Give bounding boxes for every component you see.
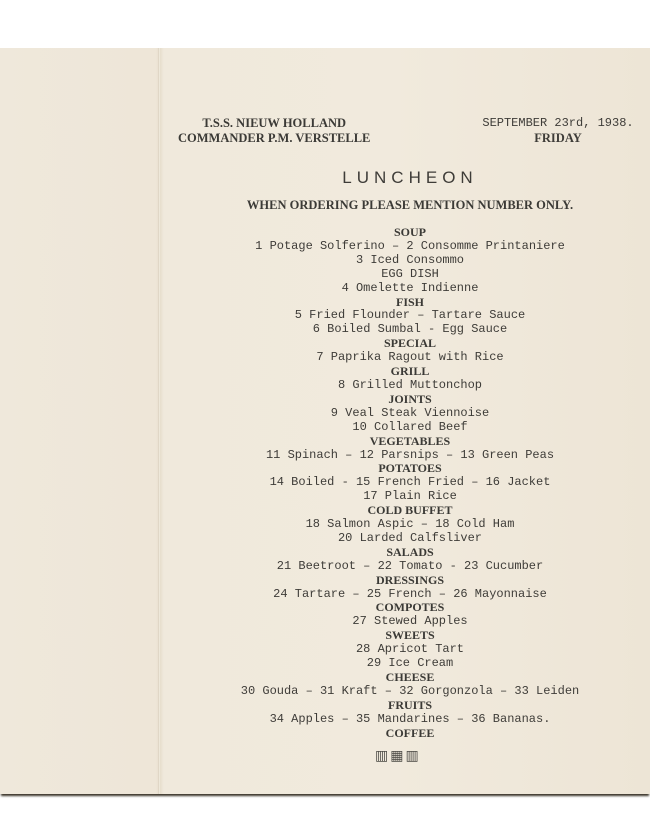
menu-category: COLD BUFFET [367, 503, 453, 518]
menu-category: VEGETABLES [369, 433, 451, 448]
ordering-instruction: WHEN ORDERING PLEASE MENTION NUMBER ONLY. [246, 198, 574, 212]
menu-item: 10 Collared Beef [352, 419, 468, 434]
menu-item: 34 Apples – 35 Mandarines – 36 Bananas. [269, 711, 551, 726]
menu-category: FISH [395, 294, 424, 309]
menu-item: 20 Larded Calfsliver [337, 530, 483, 545]
menu-item: 6 Boiled Sumbal - Egg Sauce [312, 322, 508, 337]
menu-item: 21 Beetroot – 22 Tomato - 23 Cucumber [276, 558, 544, 573]
date-header [478, 116, 638, 146]
menu-item: 4 Omelette Indienne [341, 280, 479, 295]
menu-item: 28 Apricot Tart [355, 642, 465, 657]
menu-item: 3 Iced Consommo [355, 252, 465, 267]
menu-item: 8 Grilled Muttonchop [337, 377, 483, 392]
menu-category: CHEESE [385, 670, 435, 684]
commander-name: COMMANDER P.M. VERSTELLE [178, 131, 371, 145]
printer-mark-icon: ▥▦▥ [375, 748, 421, 764]
date: SEPTEMBER 23rd, 1938. [482, 116, 634, 130]
menu-item: 24 Tartare – 25 French – 26 Mayonnaise [273, 586, 547, 601]
menu-item: 29 Ice Cream [366, 656, 454, 671]
menu-item: 1 Potage Solferino – 2 Consomme Printaniere [255, 238, 565, 253]
menu-item: 11 Spinach – 12 Parsnips – 13 Green Peas [265, 447, 555, 462]
menu-category: COMPOTES [375, 600, 445, 615]
menu-list [160, 226, 650, 741]
menu-item: 14 Boiled - 15 French Fried – 16 Jacket [269, 475, 551, 490]
ship-header [178, 116, 370, 146]
menu-item: 9 Veal Steak Viennoise [330, 405, 490, 420]
page-title: LUNCHEON [342, 168, 478, 187]
menu-item: 27 Stewed Apples [352, 614, 468, 629]
menu-category: COFFEE [385, 725, 435, 740]
menu-category: EGG DISH [381, 266, 439, 281]
menu-category: SWEETS [385, 628, 435, 643]
menu-category: POTATOES [378, 461, 442, 476]
ship-name: T.S.S. NIEUW HOLLAND [202, 116, 347, 130]
menu-item: 5 Fried Flounder – Tartare Sauce [294, 308, 526, 323]
menu-category: SALADS [386, 544, 434, 559]
menu-category: SOUP [393, 225, 426, 239]
menu-item: 18 Salmon Aspic – 18 Cold Ham [305, 517, 515, 532]
menu-item: 30 Gouda – 31 Kraft – 32 Gorgonzola – 33 Leiden [240, 683, 580, 698]
weekday: FRIDAY [534, 131, 582, 145]
menu-category: FRUITS [387, 697, 432, 712]
menu-item: 7 Paprika Ragout with Rice [316, 350, 504, 365]
menu-category: GRILL [390, 364, 430, 379]
menu-item: 17 Plain Rice [363, 489, 457, 504]
menu-category: DRESSINGS [375, 572, 445, 587]
menu-category: SPECIAL [383, 336, 436, 351]
menu-category: JOINTS [388, 391, 432, 406]
